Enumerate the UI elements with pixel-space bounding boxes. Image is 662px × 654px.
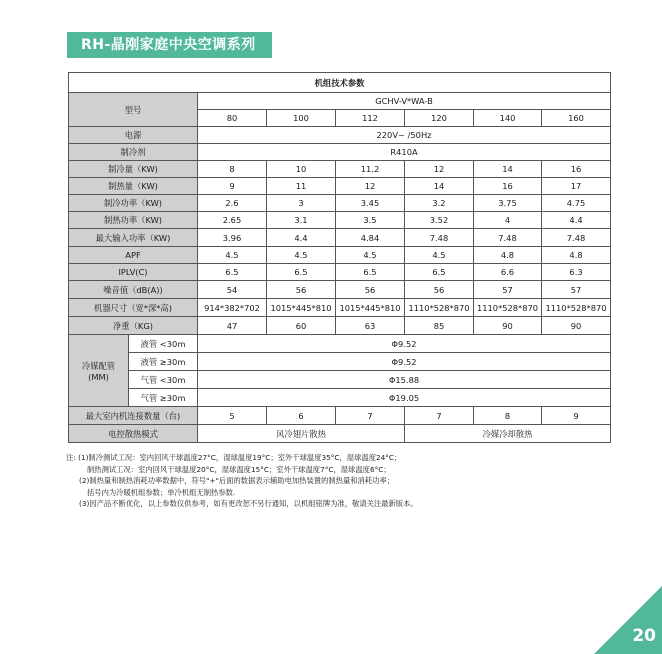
page-number: 20	[632, 626, 656, 646]
note-line: (2)制热量和制热消耗功率数据中，符号"+"后面的数据表示辅助电加热装置的制热量和消耗功率；	[79, 476, 395, 486]
row-value: 4.75	[542, 195, 611, 212]
row-value: 1110*528*870	[405, 299, 474, 317]
row-value: 6.5	[405, 264, 474, 281]
row-label: 制热功率（KW)	[69, 212, 198, 229]
spec-table	[68, 72, 611, 443]
row-label: 制冷功率（KW)	[69, 195, 198, 212]
row-label: IPLV(C)	[69, 264, 198, 281]
table-row	[69, 229, 611, 247]
table-row	[69, 178, 611, 195]
row-value: 14	[474, 161, 542, 178]
row-value: 6.5	[267, 264, 336, 281]
piping-value: Φ15.88	[198, 371, 611, 389]
table-row	[69, 281, 611, 299]
table-title: 机组技术参数	[69, 73, 611, 93]
row-value: 54	[198, 281, 267, 299]
row-value: 60	[267, 317, 336, 335]
row-value: 3.75	[474, 195, 542, 212]
row-value: 3.1	[267, 212, 336, 229]
model-size-cell: 100	[267, 110, 336, 127]
row-value: 1110*528*870	[542, 299, 611, 317]
row-value: 4.84	[336, 229, 405, 247]
piping-sub-label: 液管 ≥30m	[129, 353, 198, 371]
note-line: 注: (1)制冷测试工况：室内回风干球温度27°C，湿球温度19°C；室外干球温度35°C，湿球温度24°C；	[66, 453, 402, 462]
row-value: 2.65	[198, 212, 267, 229]
row-value: 4.5	[336, 247, 405, 264]
max-indoor-label: 最大室内机连接数量（台)	[69, 407, 198, 425]
model-size-cell: 80	[198, 110, 267, 127]
piping-value: Φ9.52	[198, 335, 611, 353]
table-row	[69, 299, 611, 317]
piping-value: Φ9.52	[198, 353, 611, 371]
row-value: 90	[542, 317, 611, 335]
piping-sub-label: 气管 ≥30m	[129, 389, 198, 407]
max-indoor-value: 7	[336, 407, 405, 425]
row-value: 11	[267, 178, 336, 195]
max-indoor-value: 7	[405, 407, 474, 425]
row-label: APF	[69, 247, 198, 264]
piping-label-line2: (MM)	[88, 371, 109, 382]
power-value: 220V~ /50Hz	[198, 127, 611, 144]
row-value: 4.4	[542, 212, 611, 229]
table-row	[69, 247, 611, 264]
piping-label-line1: 冷媒配管	[81, 360, 116, 371]
row-value: 4.4	[267, 229, 336, 247]
power-label: 电源	[69, 127, 198, 144]
piping-row	[69, 371, 611, 389]
page-corner	[594, 586, 662, 654]
row-value: 3.96	[198, 229, 267, 247]
row-value: 3	[267, 195, 336, 212]
row-value: 4.8	[474, 247, 542, 264]
note-line: (3)因产品不断优化，以上参数仅供参考，如有更改恕不另行通知，以机组铭牌为准，敬请关注最新版本。	[79, 499, 418, 509]
row-label: 最大输入功率（KW)	[69, 229, 198, 247]
row-value: 6.6	[474, 264, 542, 281]
row-label: 机器尺寸（宽*深*高)	[69, 299, 198, 317]
row-value: 4	[474, 212, 542, 229]
piping-sub-label: 液管 <30m	[129, 335, 198, 353]
table-row	[69, 195, 611, 212]
max-indoor-value: 9	[542, 407, 611, 425]
row-value: 57	[542, 281, 611, 299]
table-row	[69, 317, 611, 335]
max-indoor-value: 5	[198, 407, 267, 425]
row-value: 914*382*702	[198, 299, 267, 317]
piping-row	[69, 353, 611, 371]
row-value: 7.48	[405, 229, 474, 247]
max-indoor-value: 6	[267, 407, 336, 425]
row-value: 10	[267, 161, 336, 178]
row-value: 90	[474, 317, 542, 335]
piping-row	[69, 389, 611, 407]
row-value: 1015*445*810	[336, 299, 405, 317]
row-value: 8	[198, 161, 267, 178]
piping-sub-label: 气管 <30m	[129, 371, 198, 389]
piping-row	[69, 335, 611, 353]
row-value: 56	[336, 281, 405, 299]
row-value: 7.48	[542, 229, 611, 247]
note-line: 括号内为冷暖机组参数；单冷机组无制热参数.	[87, 487, 236, 497]
row-value: 56	[267, 281, 336, 299]
row-value: 1015*445*810	[267, 299, 336, 317]
row-value: 14	[405, 178, 474, 195]
piping-group-label	[69, 335, 129, 407]
row-label: 制冷量（KW)	[69, 161, 198, 178]
refrigerant-value: R410A	[198, 144, 611, 161]
row-label: 制热量（KW)	[69, 178, 198, 195]
notes	[66, 452, 586, 510]
page-title: RH-晶刚家庭中央空调系列	[67, 32, 272, 58]
row-label: 净重（KG)	[69, 317, 198, 335]
model-label: 型号	[69, 93, 198, 127]
row-value: 3.52	[405, 212, 474, 229]
row-value: 6.5	[198, 264, 267, 281]
row-value: 57	[474, 281, 542, 299]
row-value: 3.5	[336, 212, 405, 229]
row-value: 56	[405, 281, 474, 299]
cooling-mode-label: 电控散热模式	[69, 425, 198, 443]
cooling-mode-right: 冷媒冷却散热	[405, 425, 611, 443]
row-value: 12	[405, 161, 474, 178]
cooling-mode-left: 风冷翅片散热	[198, 425, 405, 443]
table-row	[69, 264, 611, 281]
note-line: 制热测试工况：室内回风干球温度20°C，湿球温度15°C；室外干球温度7°C，湿球温度6°C；	[87, 464, 391, 474]
row-value: 9	[198, 178, 267, 195]
row-value: 6.3	[542, 264, 611, 281]
row-label: 噪音值（dB(A))	[69, 281, 198, 299]
row-value: 16	[474, 178, 542, 195]
row-value: 4.8	[542, 247, 611, 264]
row-value: 4.5	[267, 247, 336, 264]
row-value: 7.48	[474, 229, 542, 247]
row-value: 4.5	[405, 247, 474, 264]
row-value: 12	[336, 178, 405, 195]
row-value: 3.45	[336, 195, 405, 212]
piping-value: Φ19.05	[198, 389, 611, 407]
row-value: 1110*528*870	[474, 299, 542, 317]
table-row	[69, 212, 611, 229]
row-value: 11.2	[336, 161, 405, 178]
row-value: 3.2	[405, 195, 474, 212]
row-value: 47	[198, 317, 267, 335]
row-value: 4.5	[198, 247, 267, 264]
model-series: GCHV-V*WA-B	[198, 93, 611, 110]
row-value: 17	[542, 178, 611, 195]
model-size-cell: 160	[542, 110, 611, 127]
row-value: 6.5	[336, 264, 405, 281]
row-value: 2.6	[198, 195, 267, 212]
refrigerant-label: 制冷剂	[69, 144, 198, 161]
model-size-cell: 120	[405, 110, 474, 127]
row-value: 16	[542, 161, 611, 178]
row-value: 85	[405, 317, 474, 335]
row-value: 63	[336, 317, 405, 335]
model-size-cell: 112	[336, 110, 405, 127]
max-indoor-value: 8	[474, 407, 542, 425]
table-row	[69, 161, 611, 178]
model-size-cell: 140	[474, 110, 542, 127]
